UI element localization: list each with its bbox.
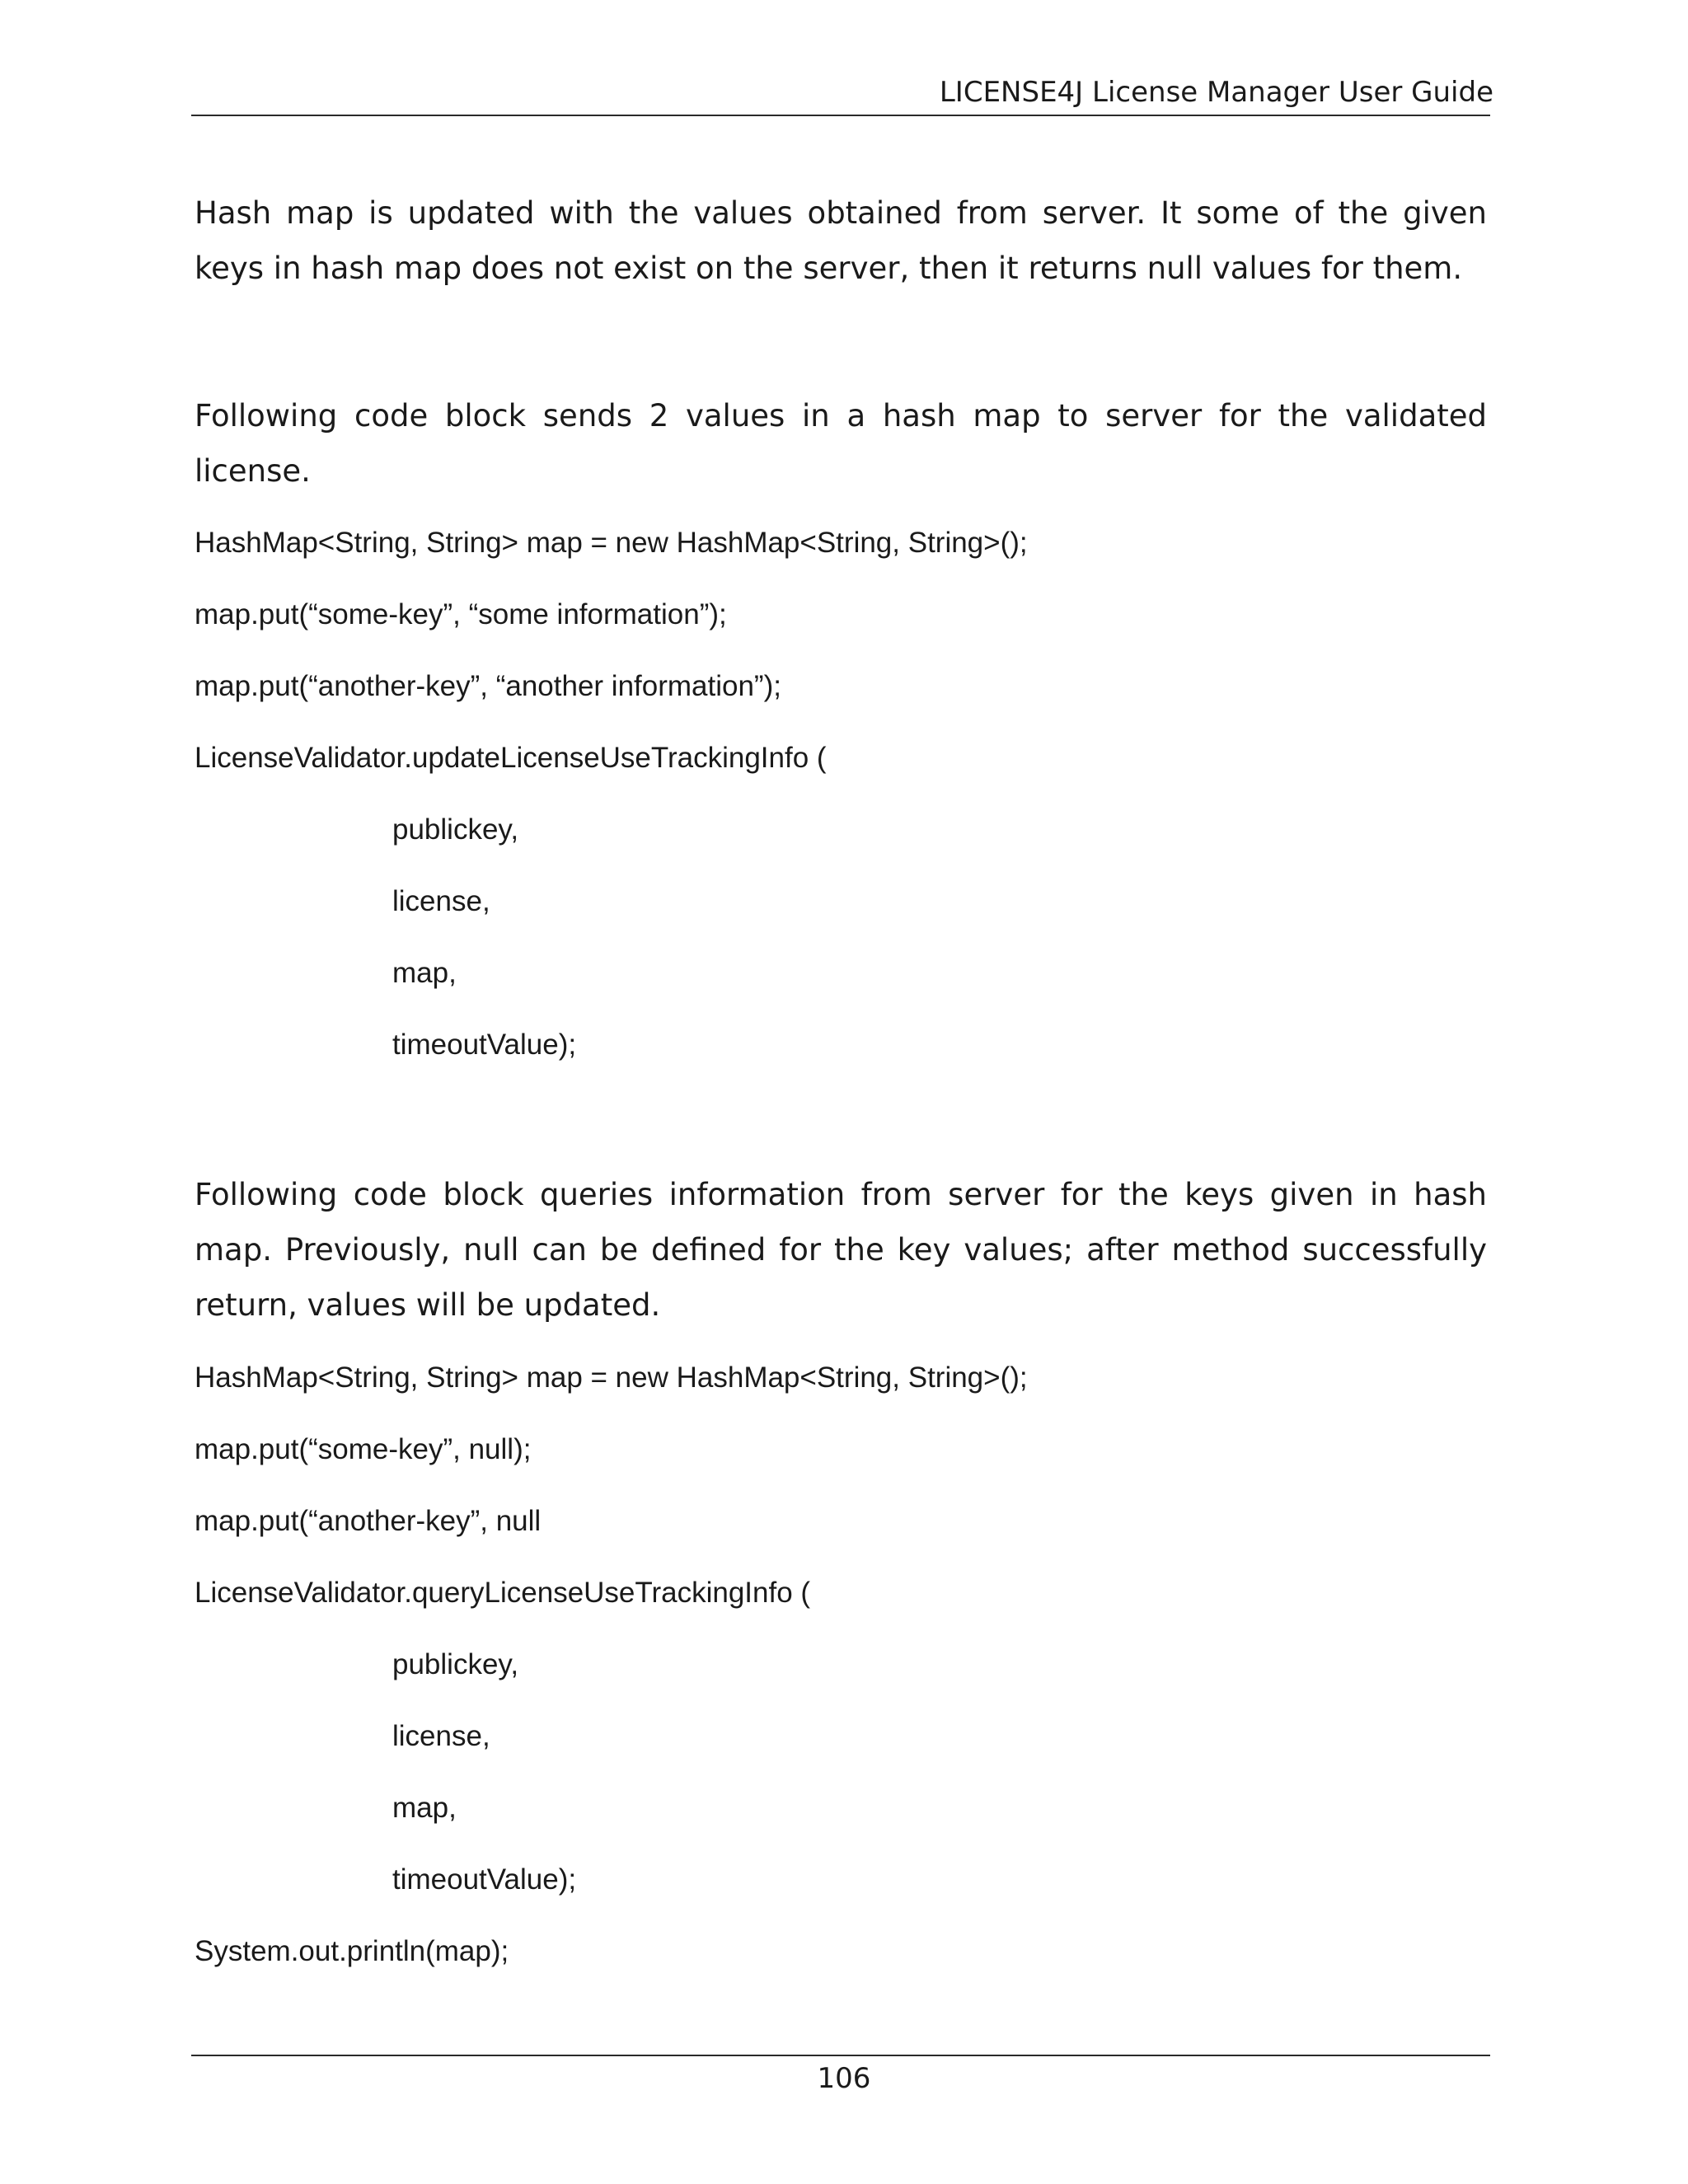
running-header: LICENSE4J License Manager User Guide [939, 76, 1493, 109]
footer-rule [191, 2055, 1490, 2056]
code-line: map.put(“some-key”, null); [195, 1433, 532, 1465]
code-line: LicenseValidator.queryLicenseUseTrackingInfo ( [195, 1577, 811, 1609]
code-line: System.out.println(map); [195, 1935, 509, 1967]
code-line: HashMap<String, String> map = new HashMap<String, String>(); [195, 527, 1028, 559]
code-line: timeoutValue); [392, 1863, 577, 1896]
code-line: map, [392, 1792, 457, 1824]
code-line: map.put(“another-key”, null [195, 1505, 542, 1537]
paragraph-send-values: Following code block sends 2 values in a hash map to server for the validated license. [195, 398, 1487, 489]
paragraph-hash-map-update: Hash map is updated with the values obtained from server. It some of the given keys in hash map does not exist on the server, then it returns null values for them. [195, 195, 1487, 286]
paragraph-query-info: Following code block queries information from server for the keys given in hash map. Previously, null can be defined for the key values; after method successfully return, values will be updated. [195, 1177, 1487, 1323]
code-line: map, [392, 957, 457, 989]
code-line: publickey, [392, 813, 519, 846]
code-line: publickey, [392, 1648, 519, 1680]
code-line: license, [392, 1720, 490, 1752]
code-line: HashMap<String, String> map = new HashMap<String, String>(); [195, 1361, 1028, 1394]
page-number: 106 [817, 2062, 871, 2095]
code-line: map.put(“another-key”, “another information”); [195, 670, 781, 702]
code-line: LicenseValidator.updateLicenseUseTrackingInfo ( [195, 742, 827, 774]
code-line: license, [392, 885, 490, 917]
header-rule [191, 115, 1490, 116]
code-line: map.put(“some-key”, “some information”); [195, 598, 727, 630]
code-line: timeoutValue); [392, 1029, 577, 1061]
